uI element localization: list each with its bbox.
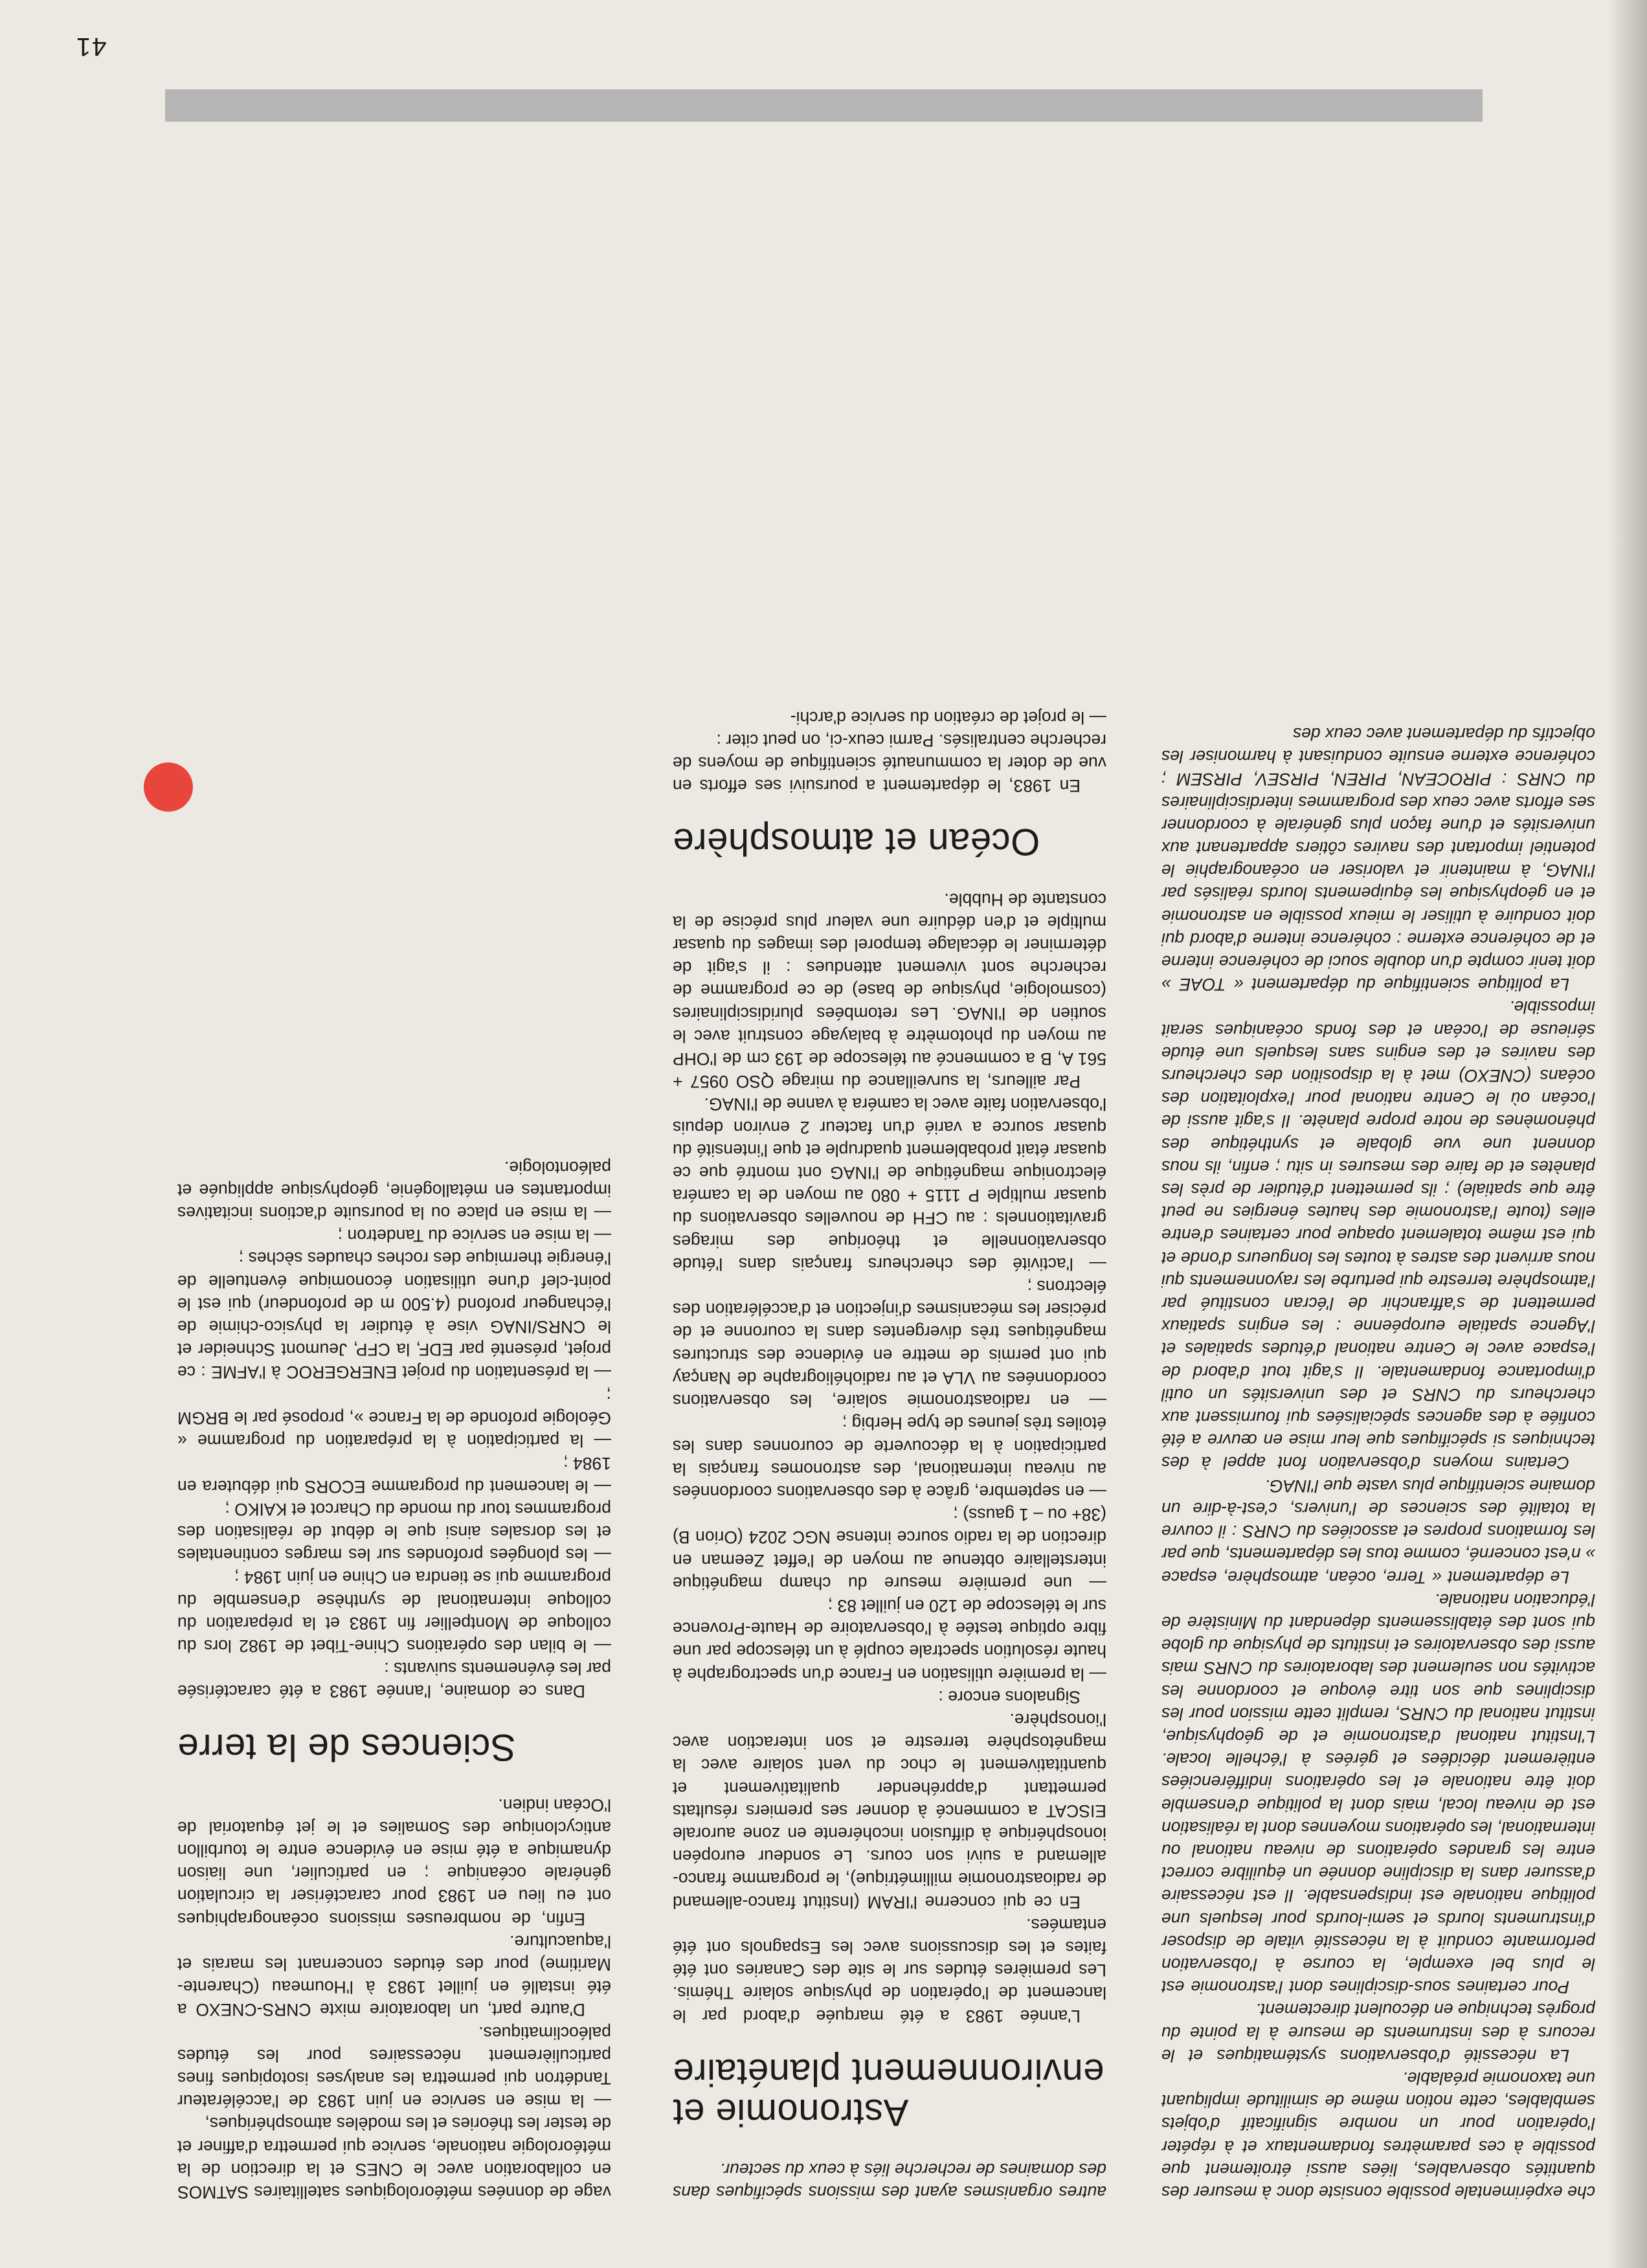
section-heading: Sciences de la terre — [177, 1726, 516, 1769]
paragraph: — en radioastronomie solaire, les observations coordonnées au VLA et au radiohéliographe de Nançay qui ont permis de mettre en évidence des structures magnétiques très divergentes dans la couronne et de préciser les mécanismes d'injection et d'accélération des électrons ; — [673, 1277, 1106, 1411]
text-column-left — [1161, 132, 1595, 2203]
paragraph: vage de données météorologiques satellitaires SATMOS en collaboration avec le CNES et la direction de la météorologie nationale, service qui permettra d'affiner et de tester les théories et les modèles atmosphériques, — [177, 2114, 611, 2202]
paragraph: En 1983, le département a poursuivi ses efforts en vue de doter la communauté scientifique de moyens de recherche centralisés. Parmi ceux-ci, on peut citer : — [673, 731, 1106, 796]
paragraph: La politique scientifique du département « TOAE » doit tenir compte d'un double souci de cohérence interne et de cohérence externe : cohérence interne d'abord qui doit conduire à utiliser le mieux possible en astronomie et en géophysique les équipements lourds réalisés par l'INAG, à maintenir et valoriser en océanographie le potentiel important des navires côtiers appartenant aux universités et d'une façon plus générale à coordonner ses efforts avec ceux des programmes interdisciplinaires du CNRS : PIROCEAN, PIREN, PIRSEV, PIRSEM ; cohérence externe ensuite conduisant à harmoniser les objectifs du département avec ceux des — [1161, 724, 1595, 995]
paragraph: — une première mesure du champ magnétique interstellaire obtenue au moyen de l'effet Zeeman en direction de la radio source intense NGC 2024 (Orion B) (38+ ou – 1 gauss) ; — [673, 1505, 1106, 1593]
paragraph: — le bilan des opérations Chine-Tibet de 1982 lors du colloque de Montpellier fin 1983 et la préparation du colloque international de synthèse d'ensemble du programme qui se tiendra en Chine en juin 1984 ; — [177, 1568, 611, 1656]
paragraph: — le lancement du programme ECORS qui débutera en 1984 ; — [177, 1454, 611, 1496]
binding-shadow — [1608, 0, 1647, 2268]
paragraph: — la première utilisation en France d'un spectrographe à haute résolution spectrale couplé à un télescope par une fibre optique testée à l'observatoire de Haute-Provence sur le télescope de 120 en juillet 83 ; — [673, 1595, 1106, 1684]
paragraph: En ce qui concerne l'IRAM (Institut franco-allemand de radioastronomie millimétrique), le programme franco-allemand a suivi son cours. Le sondeur européen ionosphérique à diffusion incohérente en zone aurorale EISCAT a commencé à donner ses premiers résultats permettant d'appréhender qualitativement et quantitativement le choc du vent solaire avec la magnétosphère terrestre et son interaction avec l'ionosphère. — [673, 1709, 1106, 1912]
paragraph: L'année 1983 a été marquée d'abord par le lancement de l'opération de physique solaire Thémis. Les premières études sur le site des Canaries ont été faites et les discussions avec les Espagnols ont été entamées. — [673, 1915, 1106, 2026]
paragraph: — la mise en service du Tandetron ; — [337, 1226, 611, 1246]
paragraph: — les plongées profondes sur les marges continentales et les dorsales ainsi que le début de réalisation des programmes tour du monde du Charcot et KAIKO ; — [177, 1499, 611, 1565]
header-band — [165, 89, 1483, 122]
paragraph: — la mise en service en juin 1983 de l'accélérateur Tandétron qui permettra les analyses isotopiques fines particulièrement nécessaires pour les études paléoclimatiques. — [177, 2023, 611, 2111]
text-column-middle — [673, 132, 1106, 2203]
paragraph: Le département « Terre, océan, atmosphère, espace » n'est concerné, comme tous les départements, que par les formations propres et associées du CNRS : il couvre la totalité des sciences de l'univers, c'est-à-dire un domaine scientifique plus vaste que l'INAG. — [1161, 1476, 1595, 1587]
paragraph: Dans ce domaine, l'année 1983 a été caractérisée par les événements suivants : — [177, 1659, 611, 1702]
paragraph: — l'activité des chercheurs français dans l'étude observationnelle et théorique des mirages gravitationnels : au CFH de nouvelles observations du quasar multiple P 1115 + 080 au moyen de la caméra électronique magnétique de l'INAG ont montré que ce quasar était probablement quadruple et que l'intensité du quasar source a varié d'un facteur 2 environ depuis l'observation faite avec la caméra à vanne de l'INAG. — [673, 1095, 1106, 1274]
paragraph: Signalons encore : — [938, 1687, 1081, 1707]
section-heading: Astronomie et environnement planétaire — [673, 2051, 1104, 2133]
paragraph: — la mise en place ou la poursuite d'actions incitatives importantes en métallogénie, géophysique appliquée et paléontologie. — [177, 1157, 611, 1223]
paragraph: — le projet de création du service d'archi- — [790, 707, 1106, 728]
paragraph: Pour certaines sous-disciplines dont l'astronomie est le plus bel exemple, la course à l'observation performante conduit à la nécessité vitale de disposer d'instruments lourds et semi-lourds pour lesquels une politique nationale est indispensable. Il est nécessaire d'assurer dans la discipline donnée un équilibre correct entre les grandes opérations de niveau national ou international, les opérations moyennes dont la réalisation est de niveau local, mais dont la politique d'ensemble doit être nationale et les opérations indifférenciées entièrement décidées et gérées à l'échelle locale. L'Institut national d'astronomie et de géophysique, institut national du CNRS, remplit cette mission pour les disciplines que son titre évoque et coordonne les activités non seulement des laboratoires du CNRS mais aussi des observatoires et instituts de physique du globe qui sont des établissements dépendant du Ministère de l'éducation nationale. — [1161, 1590, 1595, 1997]
paragraph: — la présentation du projet ENERGEROC à l'AFME : ce projet, présenté par EDF, la CFP, Jeumont Schneider et le CNRS/INAG vise à étudier la physico-chimie de l'échangeur profond (4.500 m de profondeur) qui est le point-clef d'une utilisation économique éventuelle de l'énergie thermique des roches chaudes sèches ; — [177, 1249, 611, 1383]
page-number: 41 — [75, 32, 107, 61]
paragraph: Par ailleurs, la surveillance du mirage QSO 0957 + 561 A, B a commencé au télescope de 193 cm de l'OHP au moyen du photomètre à balayage construit avec le soutien de l'INAG. Les retombées pluridisciplinaires (cosmologie, physique de base) de ce programme de recherche sont vivement attendues : il s'agit de déterminer le décalage temporel des images du quasar multiple et d'en déduire une valeur plus précise de la constante de Hubble. — [673, 889, 1106, 1092]
section-heading: Océan et atmosphère — [673, 821, 1040, 863]
paragraph: Certains moyens d'observation font appel à des techniques si spécifiques que leur mise en œuvre a été confiée à des agences spécialisées qui fournissent aux chercheurs du CNRS et des universités un outil d'importance fondamentale. Il s'agit tout d'abord de l'espace avec le Centre national d'études spatiales et l'Agence spatiale européenne : les engins spatiaux permettent de s'affranchir de l'écran constitué par l'atmosphère terrestre qui perturbe les rayonnements qui nous arrivent des astres à toutes les longueurs d'onde et qui est même totalement opaque pour certaines d'entre elles (toute l'astronomie des hautes énergies ne peut être que spatiale) ; ils permettent d'étudier de près les planètes et de faire des mesures in situ ; enfin, ils nous donnent une vue globale et synthétique des phénomènes de notre propre planète. Il s'agit aussi de l'océan où le Centre national pour l'exploitation des océans (CNEXO) met à la disposition des chercheurs des navires et des engins sans lesquels une étude sérieuse de l'océan et des fonds océaniques serait impossible. — [1161, 997, 1595, 1473]
paragraph: — en septembre, grâce à des observations coordonnées au niveau international, des astronomes français la participation à la découverte de couronnes dans les étoiles très jeunes de type Herbig ; — [673, 1414, 1106, 1502]
text-column-right — [177, 132, 611, 2203]
paragraph: che expérimentale possible consiste donc à mesurer des quantités observables, liées aussi étroitement que possible à ces paramètres fondamentaux et à répéter l'opération pour un nombre significatif d'objets semblables, cette notion même de similitude impliquant une taxonomie préalable. — [1161, 2068, 1595, 2202]
paragraph: La nécessité d'observations systématiques et le recours à des instruments de mesure à la pointe du progrès technique en découlent directement. — [1161, 2000, 1595, 2065]
paragraph: autres organismes ayant des missions spécifiques dans des domaines de recherche liés à ceux du secteur. — [673, 2159, 1106, 2202]
paragraph: — la participation à la préparation du programme « Géologie profonde de la France », proposé par le BRGM ; — [177, 1385, 611, 1451]
paragraph: D'autre part, un laboratoire mixte CNRS-CNEXO a été installé en juillet 1983 à l'Houmeau (Charente-Maritime) pour des études concernant les marais et l'aquaculture. — [177, 1931, 611, 2020]
paragraph: Enfin, de nombreuses missions océanographiques ont eu lieu en 1983 pour caractériser la circulation générale océanique ; en particulier, une liaison dynamique a été mise en évidence entre le tourbillon anticyclonique des Somalies et le jet équatorial de l'Océan indien. — [177, 1795, 611, 1929]
